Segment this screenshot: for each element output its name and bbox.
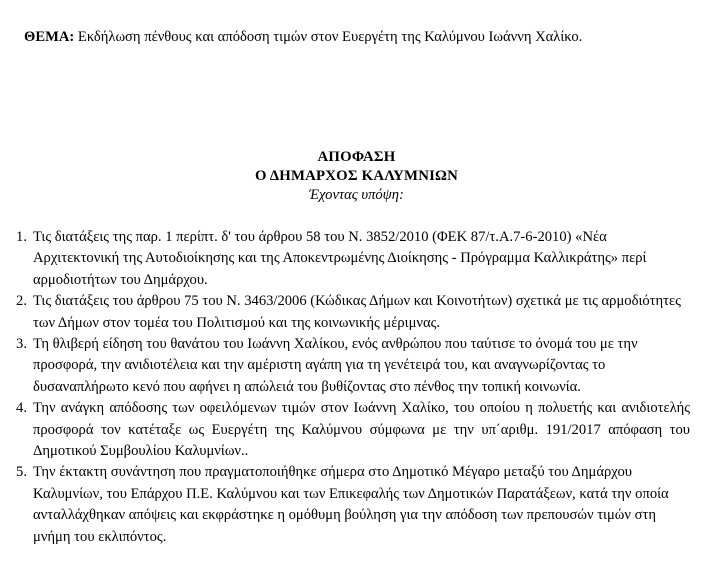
clause-number: 2. xyxy=(16,293,27,310)
clause-text: Τις διατάξεις του άρθρου 75 του Ν. 3463/2006 (Κώδικας Δήμων και Κοινοτήτων) σχετικά με τις αρμοδιότητες των Δήμων στον τομέα του Πολιτισμού και της κοινωνικής μέριμνας. xyxy=(33,293,681,331)
clause-list xyxy=(0,227,713,548)
decision-heading xyxy=(0,148,713,205)
clause-number: 1. xyxy=(16,229,27,245)
heading-apofasi: ΑΠΟΦΑΣΗ xyxy=(317,149,396,165)
clause-text: Τις διατάξεις της παρ. 1 περίπτ. δ' του άρθρου 58 του Ν. 3852/2010 (ΦΕΚ 87/τ.Α.7-6-2010) «Νέα Αρχιτεκτονική της Αυτοδιοίκησης και της Αποκεντρωμένης Διοίκησης - Πρόγραμμα Καλλικράτης» περί αρμοδιοτήτων του Δημάρχου. xyxy=(33,229,647,288)
subject-line xyxy=(24,28,696,47)
heading-mayor-title: Ο ΔΗΜΑΡΧΟΣ ΚΑΛΥΜΝΙΩΝ xyxy=(255,167,458,184)
clause-item xyxy=(0,291,713,334)
subject-text: Εκδήλωση πένθους και απόδοση τιμών στον Ευεργέτη της Καλύμνου Ιωάννη Χαλίκο. xyxy=(74,28,583,45)
clause-text: Την έκτακτη συνάντηση που πραγματοποιήθηκε σήμερα στο Δημοτικό Μέγαρο μεταξύ του Δημάρχου Καλυμνίων, του Επάρχου Π.Ε. Καλύμνου και των Επικεφαλής των Δημοτικών Παρατάξεων, κατά την οποία ανταλλάχθηκαν απόψεις και εκφράστηκε η ομόθυμη βούληση για την απόδοση των πρεπουσών τιμών στη μνήμη του εκλιπόντος. xyxy=(33,464,669,545)
clause-item xyxy=(0,398,713,462)
heading-having-regard: Έχοντας υπόψη: xyxy=(309,187,404,203)
clause-text: Την ανάγκη απόδοσης των οφειλόμενων τιμών στον Ιωάννη Χαλίκο, του οποίου η πολυετής και ανιδιοτελής προσφορά τον κατέταξε ως Ευεργέτη της Καλύμνου σύμφωνα με την υπ΄αριθμ. 191/2017 απόφαση του Δημοτικού Συμβουλίου Καλυμνίων.. xyxy=(33,400,690,460)
subject-label: ΘΕΜΑ: xyxy=(24,28,75,45)
clause-item xyxy=(0,334,713,398)
clause-number: 4. xyxy=(16,400,27,417)
clause-number: 3. xyxy=(16,336,27,353)
clause-number: 5. xyxy=(16,464,27,481)
clause-item xyxy=(0,227,713,291)
clause-item xyxy=(0,462,713,548)
clause-text: Τη θλιβερή είδηση του θανάτου του Ιωάννη Χαλίκου, ενός ανθρώπου που ταύτισε το όνομά του με την προσφορά, την ανιδιοτέλεια και την αμέριστη αγάπη για τη γενέτειρά του, και αναγνωρίζοντας το δυσαναπλήρωτο κενό που αφήνει η απώλειά του βυθίζοντας στο πένθος την τοπική κοινωνία. xyxy=(33,336,638,395)
